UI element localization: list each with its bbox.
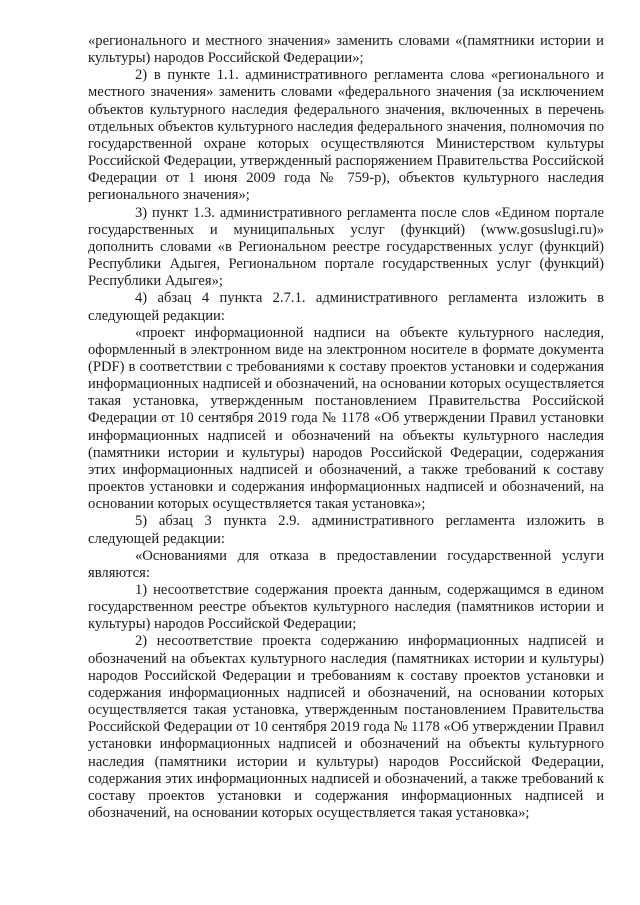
paragraph-item-3: 3) пункт 1.3. административного регламента после слов «Едином портале государственных и муниципальных услуг (функций) (www.gosuslugi.ru)» дополнить словами «в Региональном реестре государственных услуг (функций) Республики Адыгея, Региональном портале государственных услуг (функций) Республики Адыгея»; [88, 204, 604, 290]
paragraph-continuation: «регионального и местного значения» заменить словами «(памятники истории и культуры) народов Российской Федерации»; [88, 33, 604, 67]
paragraph-ground-1: 1) несоответствие содержания проекта данным, содержащимся в едином государственном реестре объектов культурного наследия (памятников истории и культуры) народов Российской Федерации; [88, 582, 604, 633]
paragraph-item-2: 2) в пункте 1.1. административного регламента слова «регионального и местного значения» заменить словами «федерального значения (за исключением объектов культурного наследия федерального значения, включенных в перечень отдельных объектов культурного наследия федерального значения, полномочия по государственной охране которых осуществляются Министерством культуры Российской Федерации, утвержденный распоряжением Правительства Российской Федерации от 1 июня 2009 года № 759-р), объектов культурного наследия регионального значения»; [88, 67, 604, 204]
paragraph-item-5: 5) абзац 3 пункта 2.9. административного регламента изложить в следующей редакции: [88, 513, 604, 547]
paragraph-ground-2: 2) несоответствие проекта содержанию информационных надписей и обозначений на объектах культурного наследия (памятниках истории и культуры) народов Российской Федерации и требованиям к составу проектов установки и содержания информационных надписей и обозначений, на основании которых осуществляется такая установка, утвержденным постановлением Правительства Российской Федерации от 10 сентября 2019 года № 1178 «Об утверждении Правил установки информационных надписей и обозначений на объекты культурного наследия (памятники истории и культуры) народов Российской Федерации, содержания этих информационных надписей и обозначений, а также требований к составу проектов установки и содержания информационных надписей и обозначений, на основании которых осуществляется такая установка»; [88, 633, 604, 822]
paragraph-quote-project: «проект информационной надписи на объекте культурного наследия, оформленный в электронном виде на электронном носителе в формате документа (PDF) в соответствии с требованиями к составу проектов установки и содержания информационных надписей и обозначений, на основании которых осуществляется такая установка, утвержденным постановлением Правительства Российской Федерации от 10 сентября 2019 года № 1178 «Об утверждении Правил установки информационных надписей и обозначений на объекты культурного наследия (памятники истории и культуры) народов Российской Федерации, содержания этих информационных надписей и обозначений, а также требований к составу проектов установки и содержания информационных надписей и обозначений, на основании которых осуществляется такая установка»; [88, 324, 604, 513]
document-page [88, 33, 604, 822]
paragraph-item-4: 4) абзац 4 пункта 2.7.1. административного регламента изложить в следующей редакции: [88, 290, 604, 324]
paragraph-quote-grounds: «Основаниями для отказа в предоставлении государственной услуги являются: [88, 547, 604, 581]
